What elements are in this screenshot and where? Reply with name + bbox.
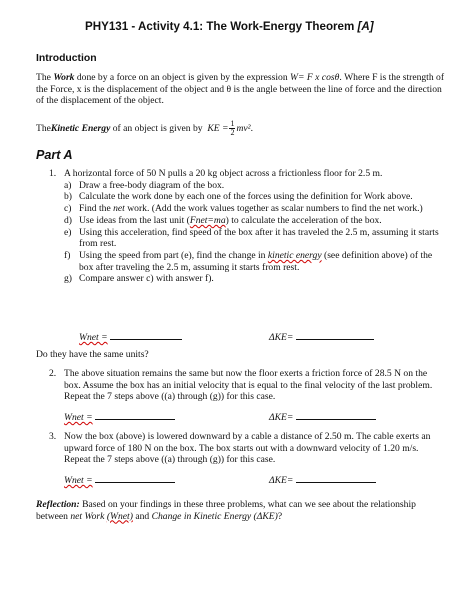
term-dke: (ΔKE) xyxy=(251,510,278,522)
item-letter: g) xyxy=(64,273,72,285)
q3-wnet-answer xyxy=(64,474,175,487)
question-2 xyxy=(49,368,441,403)
list-item xyxy=(64,203,441,215)
question-text: Now the box (above) is lowered downward by a cable a distance of 2.50 m. The cable exerts an upward force of 180 N on the box. The box starts out with a downward velocity of 1.20 m/s. Repeat the 7 steps above ((a) through (g)) for this case. xyxy=(64,431,431,466)
wnet-label: Wnet = xyxy=(79,332,108,343)
ke-rhs: mv² xyxy=(236,122,251,134)
item-text: Find the xyxy=(79,203,114,215)
list-item xyxy=(64,250,441,273)
wnet-answer-blank[interactable] xyxy=(95,411,175,420)
wnet-answer-blank[interactable] xyxy=(110,331,182,340)
intro-paragraph-work xyxy=(36,72,446,107)
reflection-paragraph xyxy=(36,499,436,522)
intro-heading: Introduction xyxy=(36,53,97,64)
item-text: Use ideas from the last unit ( xyxy=(79,214,190,226)
fraction-denominator: 2 xyxy=(230,128,235,137)
ke-fraction xyxy=(229,120,235,137)
wnet-answer-blank[interactable] xyxy=(95,474,175,483)
item-emphasis: net xyxy=(113,203,125,215)
item-letter: c) xyxy=(64,203,72,215)
text: Based on your findings in these three problems, what can we see about the relationship between xyxy=(36,499,416,522)
title-text: PHY131 - Activity 4.1: The Work-Energy Theorem xyxy=(85,20,358,33)
list-item xyxy=(64,180,441,192)
wnet-label: Wnet = xyxy=(64,412,93,423)
item-emphasis: Fnet=ma xyxy=(189,214,226,226)
q3-dke-answer xyxy=(269,474,376,487)
q1-dke-answer xyxy=(269,331,374,344)
q1-wnet-answer xyxy=(79,331,182,344)
term-work: Work xyxy=(53,72,75,83)
reflection-label: Reflection: xyxy=(36,499,80,510)
intro-paragraph-ke xyxy=(36,120,446,137)
question-text: A horizontal force of 50 N pulls a 20 kg object across a frictionless floor for 2.5 m. xyxy=(64,168,383,179)
text: of an object is given by xyxy=(110,122,208,134)
text: ? xyxy=(277,510,283,522)
part-a-heading: Part A xyxy=(36,148,73,162)
item-text: Calculate the work done by each one of the forces using the definition for Work above. xyxy=(79,191,413,203)
item-letter: b) xyxy=(64,191,72,203)
list-item xyxy=(64,191,441,203)
term-change-ke: Change in Kinetic Energy xyxy=(151,510,252,522)
item-text: Draw a free-body diagram of the box. xyxy=(79,179,225,191)
text: . xyxy=(250,122,253,134)
text: The xyxy=(36,122,51,134)
item-letter: d) xyxy=(64,214,72,226)
question-1 xyxy=(49,168,441,285)
item-text: work. (Add the work values together as scalar numbers to find the net work.) xyxy=(124,203,423,215)
text: done by a force on an object is given by the expression xyxy=(74,72,291,83)
list-item xyxy=(64,273,441,285)
item-text: Using the speed from part (e), find the change in xyxy=(79,249,268,261)
item-text: Compare answer c) with answer f). xyxy=(79,273,214,285)
fraction-numerator: 1 xyxy=(230,119,235,128)
page-title xyxy=(85,20,374,34)
title-tag: [A] xyxy=(357,20,374,33)
item-letter: f) xyxy=(64,249,71,261)
question-text: The above situation remains the same but now the floor exerts a friction force of 28.5 N on the box. Assume the box has an initial velocity that is equal to the final velocity of the last problem. Repeat the 7 steps above ((a) through (g)) for this case. xyxy=(64,368,433,403)
dke-label: ΔKE= xyxy=(269,412,294,423)
dke-answer-blank[interactable] xyxy=(296,474,376,483)
item-letter: e) xyxy=(64,226,72,238)
q2-dke-answer xyxy=(269,411,376,424)
ke-lhs: KE = xyxy=(207,122,229,134)
dke-answer-blank[interactable] xyxy=(296,411,376,420)
term-net-work: net Work xyxy=(70,510,105,522)
term-wnet: (Wnet) xyxy=(106,510,133,522)
text: and xyxy=(132,510,152,522)
dke-label: ΔKE= xyxy=(269,475,294,486)
work-formula: W= F x cosθ xyxy=(290,72,340,83)
dke-answer-blank[interactable] xyxy=(296,331,374,340)
text: . Where F is the strength of the Force, x is the displacement of the object and θ is the angle between the line of force and the direction of the displacement of the object. xyxy=(36,72,445,107)
question-number: 1. xyxy=(49,168,57,179)
question-number: 3. xyxy=(49,431,57,442)
term-kinetic-energy: Kinetic Energy xyxy=(50,122,111,134)
item-letter: a) xyxy=(64,179,72,191)
item-text: (see definition above) of the box after traveling the 2.5 m, assuming it starts from rest. xyxy=(79,249,433,273)
list-item xyxy=(64,215,441,227)
item-text: ) to calculate the acceleration of the box. xyxy=(225,214,382,226)
item-text: Using this acceleration, find speed of the box after it has traveled the 2.5 m, assuming it starts from rest. xyxy=(79,226,439,250)
item-emphasis: kinetic energy xyxy=(267,249,322,261)
dke-label: ΔKE= xyxy=(269,332,294,343)
question-3 xyxy=(49,431,441,466)
list-item xyxy=(64,227,441,250)
units-question: Do they have the same units? xyxy=(36,349,149,360)
text: The xyxy=(36,72,54,83)
q2-wnet-answer xyxy=(64,411,175,424)
question-number: 2. xyxy=(49,368,57,379)
wnet-label: Wnet = xyxy=(64,475,93,486)
